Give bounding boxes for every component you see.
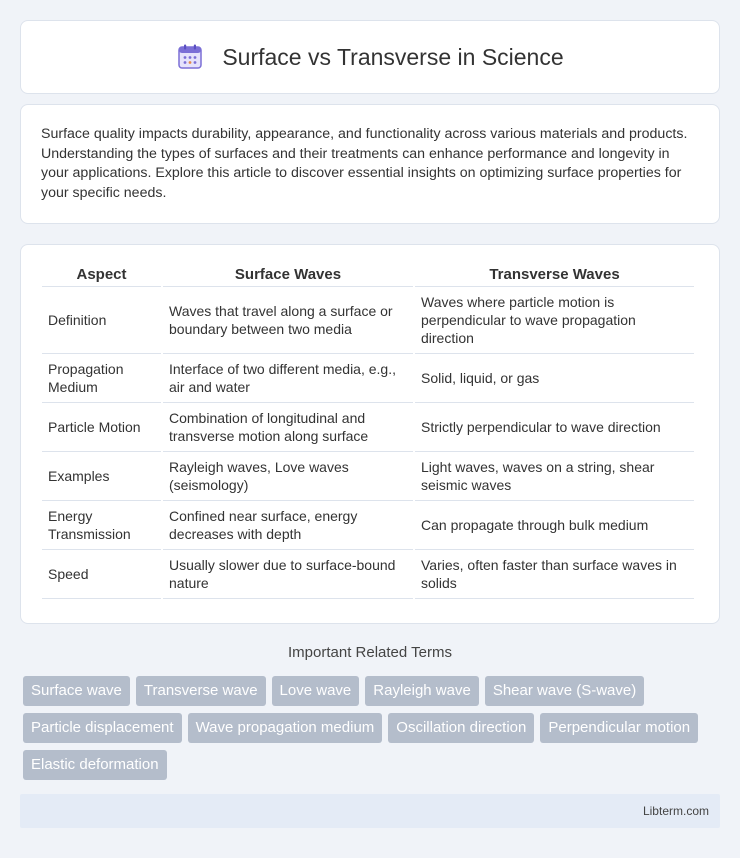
cell-aspect: Propagation Medium <box>42 354 161 403</box>
cell-transverse: Can propagate through bulk medium <box>415 501 694 550</box>
cell-transverse: Strictly perpendicular to wave direction <box>415 403 694 452</box>
tag-love-wave[interactable]: Love wave <box>272 676 360 706</box>
table-row <box>42 354 694 403</box>
cell-aspect: Energy Transmission <box>42 501 161 550</box>
table-row <box>42 550 694 599</box>
tag-shear-wave[interactable]: Shear wave (S-wave) <box>485 676 644 706</box>
related-terms-list <box>23 676 723 780</box>
cell-transverse: Waves where particle motion is perpendicular to wave propagation direction <box>415 287 694 354</box>
cell-aspect: Examples <box>42 452 161 501</box>
comparison-card <box>20 244 720 624</box>
related-terms-heading: Important Related Terms <box>288 644 452 661</box>
cell-transverse: Varies, often faster than surface waves in solids <box>415 550 694 599</box>
page-title: Surface vs Transverse in Science <box>222 43 564 70</box>
cell-surface: Confined near surface, energy decreases with depth <box>163 501 413 550</box>
table-row <box>42 403 694 452</box>
tag-oscillation-direction[interactable]: Oscillation direction <box>388 713 534 743</box>
table-row <box>42 501 694 550</box>
table-row <box>42 287 694 354</box>
footer <box>20 794 720 828</box>
cell-aspect: Speed <box>42 550 161 599</box>
cell-surface: Rayleigh waves, Love waves (seismology) <box>163 452 413 501</box>
cell-surface: Usually slower due to surface-bound nature <box>163 550 413 599</box>
cell-transverse: Light waves, waves on a string, shear seismic waves <box>415 452 694 501</box>
cell-surface: Combination of longitudinal and transverse motion along surface <box>163 403 413 452</box>
title-card <box>20 20 720 94</box>
cell-transverse: Solid, liquid, or gas <box>415 354 694 403</box>
footer-site-link[interactable]: Libterm.com <box>642 804 709 818</box>
cell-surface: Interface of two different media, e.g., air and water <box>163 354 413 403</box>
intro-card <box>20 104 720 224</box>
tag-transverse-wave[interactable]: Transverse wave <box>136 676 266 706</box>
cell-surface: Waves that travel along a surface or boundary between two media <box>163 287 413 354</box>
tag-perpendicular-motion[interactable]: Perpendicular motion <box>540 713 698 743</box>
tag-particle-displacement[interactable]: Particle displacement <box>23 713 182 743</box>
calendar-icon <box>176 43 204 71</box>
cell-aspect: Definition <box>42 287 161 354</box>
title-wrap <box>176 43 563 71</box>
header-transverse-waves: Transverse Waves <box>415 265 694 287</box>
tag-surface-wave[interactable]: Surface wave <box>23 676 130 706</box>
tag-elastic-deformation[interactable]: Elastic deformation <box>23 750 167 780</box>
tag-wave-propagation-medium[interactable]: Wave propagation medium <box>188 713 383 743</box>
header-surface-waves: Surface Waves <box>163 265 413 287</box>
header-aspect: Aspect <box>42 265 161 287</box>
cell-aspect: Particle Motion <box>42 403 161 452</box>
tag-rayleigh-wave[interactable]: Rayleigh wave <box>365 676 479 706</box>
table-row <box>42 452 694 501</box>
intro-paragraph: Surface quality impacts durability, appearance, and functionality across various materials and products. Understanding the types of surfaces and their treatments can enhance performance and longevity in your applications. Explore this article to discover essential insights on optimizing surface properties for your specific needs. <box>41 126 688 201</box>
comparison-table <box>40 265 696 599</box>
table-header-row <box>42 265 694 287</box>
